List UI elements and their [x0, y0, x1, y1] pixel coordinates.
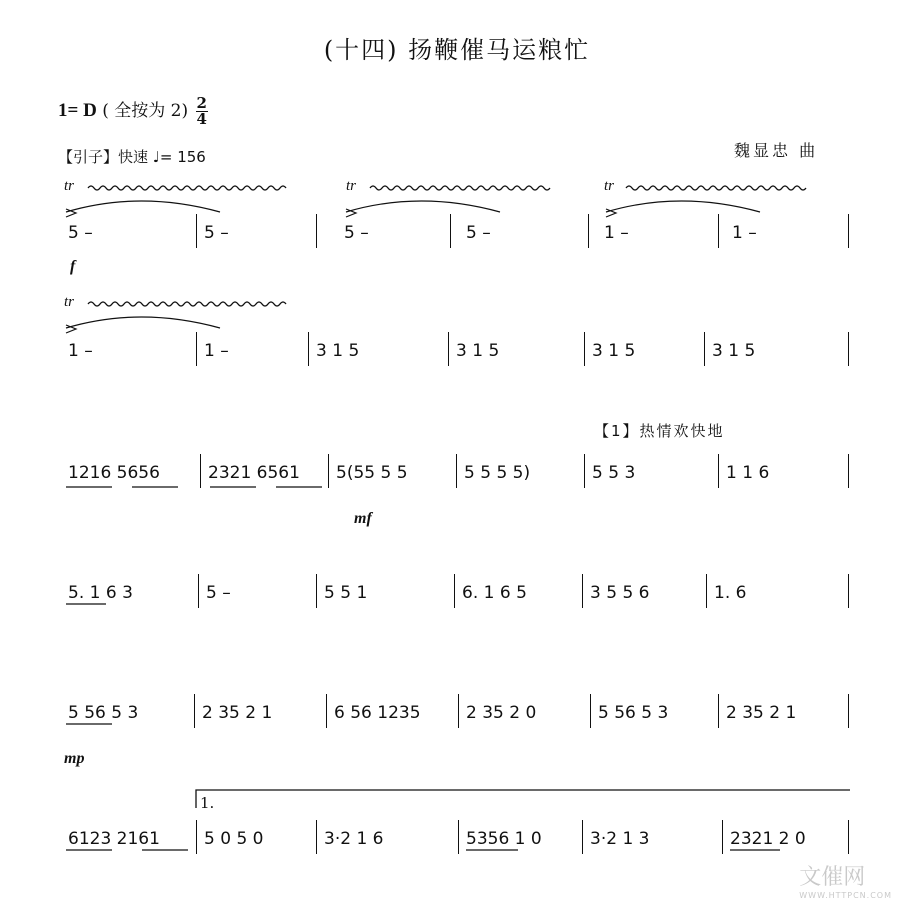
volta-label: 1.	[200, 794, 215, 812]
barline	[848, 332, 849, 366]
watermark-text: 文催网	[799, 865, 866, 890]
time-signature-bottom: 4	[196, 110, 207, 128]
barline	[326, 694, 327, 728]
barline	[848, 574, 849, 608]
key-note: ( 全按为 2)	[102, 101, 189, 121]
barline	[458, 694, 459, 728]
measure: 2 35 2 0	[466, 703, 537, 723]
barline	[718, 454, 719, 488]
barline	[722, 820, 723, 854]
measure: 5 –	[344, 223, 369, 243]
barline	[848, 820, 849, 854]
barline	[718, 694, 719, 728]
measure: 1216 5656	[68, 463, 160, 483]
trill-line	[88, 186, 286, 190]
barline	[458, 820, 459, 854]
measure: 1. 6	[714, 583, 747, 603]
measure: 5 –	[466, 223, 491, 243]
measure: 5 –	[204, 223, 229, 243]
measure: 5 5 1	[324, 583, 368, 603]
measure: 1 –	[604, 223, 629, 243]
trill-mark: tr	[64, 294, 75, 310]
measure: 5 –	[68, 223, 93, 243]
barline	[196, 820, 197, 854]
barline	[196, 214, 197, 248]
composer: 魏显忠 曲	[734, 141, 819, 160]
measure: 5356 1 0	[466, 829, 542, 849]
measure: 5 56 5 3	[68, 703, 139, 723]
barline	[590, 694, 591, 728]
measure: 5. 1 6 3	[68, 583, 133, 603]
tempo-value: ♩= 156	[152, 148, 206, 166]
dynamic-mezzo-forte: mf	[354, 510, 372, 527]
barline	[194, 694, 195, 728]
barline	[196, 332, 197, 366]
measure: 2321 2 0	[730, 829, 806, 849]
barline	[316, 820, 317, 854]
barline	[584, 454, 585, 488]
measure: 1 1 6	[726, 463, 770, 483]
barline	[718, 214, 719, 248]
measure: 2 35 2 1	[202, 703, 273, 723]
trill-mark: tr	[346, 178, 357, 194]
barline	[848, 694, 849, 728]
barline	[200, 454, 201, 488]
measure: 3 5 5 6	[590, 583, 650, 603]
trill-line	[88, 302, 286, 306]
measure: 2321 6561	[208, 463, 300, 483]
barline	[308, 332, 309, 366]
tempo-label: 【引子】快速	[58, 148, 149, 166]
barline	[316, 214, 317, 248]
volta-bracket	[196, 790, 850, 808]
measure: 6. 1 6 5	[462, 583, 527, 603]
measure: 5 56 5 3	[598, 703, 669, 723]
dynamic-forte: f	[70, 258, 76, 275]
barline	[198, 574, 199, 608]
time-signature-top: 2	[196, 94, 207, 112]
barline	[448, 332, 449, 366]
measure: 5 5 3	[592, 463, 636, 483]
measure: 6123 2161	[68, 829, 160, 849]
measure: 3 1 5	[712, 341, 756, 361]
barline	[316, 574, 317, 608]
measure: 3 1 5	[592, 341, 636, 361]
barline	[456, 454, 457, 488]
barline	[450, 214, 451, 248]
trill-mark: tr	[604, 178, 615, 194]
measure: 3·2 1 6	[324, 829, 384, 849]
watermark-url: WWW.HTTPCN.COM	[799, 891, 892, 900]
watermark	[799, 860, 892, 900]
measure: 5(55 5 5	[336, 463, 408, 483]
slur	[346, 201, 500, 212]
key-label: 1= D	[58, 100, 97, 121]
barline	[454, 574, 455, 608]
section-marking: 【1】热情欢快地	[594, 422, 725, 440]
beams	[66, 487, 780, 850]
measure: 6 56 1235	[334, 703, 421, 723]
measure: 1 –	[68, 341, 93, 361]
measure: 1 –	[732, 223, 757, 243]
barline	[588, 214, 589, 248]
page-title: (十四) 扬鞭催马运粮忙	[323, 36, 591, 64]
dynamic-mezzo-piano: mp	[64, 750, 85, 767]
measure: 2 35 2 1	[726, 703, 797, 723]
barline	[328, 454, 329, 488]
trill-line	[626, 186, 806, 190]
barline	[848, 454, 849, 488]
barline	[582, 574, 583, 608]
trill-mark: tr	[64, 178, 75, 194]
barline	[584, 332, 585, 366]
slur	[606, 201, 760, 212]
measure: 1 –	[204, 341, 229, 361]
measure: 3 1 5	[316, 341, 360, 361]
measure: 5 0 5 0	[204, 829, 264, 849]
barline	[848, 214, 849, 248]
measure: 5 –	[206, 583, 231, 603]
slur	[66, 201, 220, 212]
barline	[704, 332, 705, 366]
measure: 3·2 1 3	[590, 829, 650, 849]
measure: 5 5 5 5)	[464, 463, 531, 483]
slur	[66, 317, 220, 328]
measure: 3 1 5	[456, 341, 500, 361]
barline	[582, 820, 583, 854]
trill-line	[370, 186, 550, 190]
barline	[706, 574, 707, 608]
